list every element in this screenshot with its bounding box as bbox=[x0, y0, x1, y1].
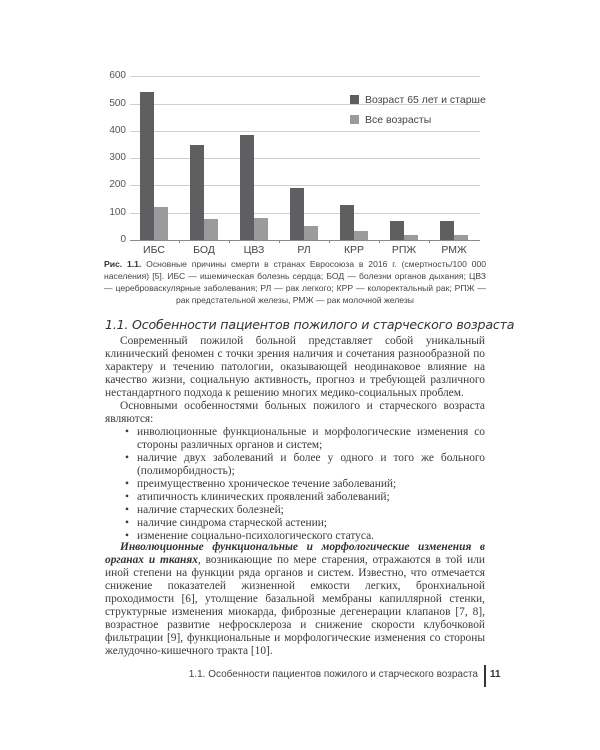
bar-age-65-plus bbox=[140, 92, 154, 240]
list-item bbox=[105, 504, 485, 517]
list-item-text: преимущественно хроническое течение заболеваний; bbox=[137, 478, 397, 490]
y-tick-label: 600 bbox=[109, 70, 126, 82]
paragraph-text: , возникающие по мере старения, отражаются в той или иной степени на функции ряда органов и систем. Известно, что отмечается снижение показателей жизненной емкости легких, бронхиальной проходимости [6], утолщение базальной мембраны капиллярной стенки, структурные изменения миокарда, фиброзные дегенерации клапанов [7, 8], возрастное развитие нефросклероза и снижение скорости клубочковой фильтрации [9], функциональные и морфологические изменения со стороны желудочно-кишечного тракта [10]. bbox=[105, 554, 485, 657]
bar-all-ages bbox=[204, 219, 218, 240]
list-item-text: наличие двух заболеваний и более у одного и того же больного (полиморбидность); bbox=[137, 452, 485, 477]
legend-item-all-ages bbox=[350, 114, 431, 126]
bar-age-65-plus bbox=[340, 205, 354, 240]
bar-all-ages bbox=[254, 218, 268, 240]
x-tick bbox=[279, 240, 280, 243]
y-tick-label: 100 bbox=[109, 206, 126, 218]
bullet-icon: • bbox=[125, 504, 129, 516]
legend-swatch-dark bbox=[350, 95, 359, 104]
y-tick-label: 0 bbox=[120, 234, 126, 245]
bullet-icon: • bbox=[125, 452, 129, 464]
section-heading: 1.1. Особенности пациентов пожилого и старческого возраста bbox=[105, 317, 515, 332]
list-item-text: инволюционные функциональные и морфологические изменения со стороны различных органов и систем; bbox=[137, 426, 485, 451]
x-tick-label: ЦВЗ bbox=[243, 244, 265, 256]
page-number: 11 bbox=[490, 669, 501, 680]
y-tick-label: 400 bbox=[109, 124, 126, 136]
x-tick bbox=[229, 240, 230, 243]
x-tick bbox=[379, 240, 380, 243]
bullet-icon: • bbox=[125, 530, 129, 542]
bar-all-ages bbox=[154, 207, 168, 240]
features-list bbox=[105, 426, 485, 543]
emphasis-term: Инволюционные функциональные и морфологические изменения в органах и тканях bbox=[105, 541, 485, 566]
bar-age-65-plus bbox=[440, 221, 454, 240]
y-tick-label: 300 bbox=[109, 152, 126, 164]
bar-age-65-plus bbox=[290, 188, 304, 240]
list-item-text: наличие старческих болезней; bbox=[137, 504, 284, 516]
gridline bbox=[130, 76, 480, 77]
bullet-icon: • bbox=[125, 426, 129, 438]
bullet-icon: • bbox=[125, 517, 129, 529]
x-tick-label: РПЖ bbox=[391, 244, 417, 256]
list-item bbox=[105, 426, 485, 452]
caption-text: Основные причины смерти в странах Евросоюза в 2016 г. (смертность/100 000 населения) [5]. ИБС — ишемическая болезнь сердца; БОД — болезни органов дыхания; ЦВЗ — цереброваскулярные заболевания; РЛ — рак легкого; КРР — колоректальный рак; РПЖ — рак предстательной железы, РМЖ — рак молочной железы bbox=[104, 259, 486, 305]
x-tick-label: БОД bbox=[193, 244, 215, 256]
list-item bbox=[105, 478, 485, 491]
list-item bbox=[105, 452, 485, 478]
x-tick-label: КРР bbox=[343, 244, 365, 256]
x-axis-line bbox=[130, 240, 480, 241]
list-item bbox=[105, 491, 485, 504]
list-item-text: изменение социально-психологического статуса. bbox=[137, 530, 374, 542]
list-item-text: наличие синдрома старческой астении; bbox=[137, 517, 327, 529]
bar-all-ages bbox=[304, 226, 318, 240]
paragraph-intro: Современный пожилой больной представляет собой уникальный клинический феномен с точки зрения наличия и сочетания разнообразной по характеру и течению патологии, оказывающей неодинаковое влияние на качество жизни, социальную активность, прогноз и требующей различного нестандартного подхода к решению многих медико-социальных проблем. bbox=[105, 335, 485, 399]
figure-label: Рис. 1.1. bbox=[104, 259, 142, 269]
gridline bbox=[130, 158, 480, 159]
x-tick bbox=[329, 240, 330, 243]
bar-all-ages bbox=[454, 235, 468, 240]
list-item bbox=[105, 517, 485, 530]
bar-age-65-plus bbox=[190, 145, 204, 240]
x-tick bbox=[179, 240, 180, 243]
x-tick bbox=[429, 240, 430, 243]
bar-age-65-plus bbox=[240, 135, 254, 240]
list-item-text: атипичность клинических проявлений заболеваний; bbox=[137, 491, 390, 503]
footer-divider bbox=[484, 665, 486, 687]
running-title: 1.1. Особенности пациентов пожилого и старческого возраста bbox=[188, 669, 478, 680]
gridline bbox=[130, 213, 480, 214]
bar-chart bbox=[100, 68, 490, 258]
bullet-icon: • bbox=[125, 478, 129, 490]
legend-swatch-light bbox=[350, 115, 359, 124]
bullet-icon: • bbox=[125, 491, 129, 503]
x-tick-label: РЛ bbox=[297, 244, 311, 256]
legend-item-65-plus bbox=[350, 94, 486, 106]
figure-caption bbox=[104, 258, 486, 306]
x-tick-label: ИБС bbox=[143, 244, 165, 256]
paragraph-features-lead: Основными особенностями больных пожилого и старческого возраста являются: bbox=[105, 400, 485, 425]
bar-age-65-plus bbox=[390, 221, 404, 240]
y-tick-label: 200 bbox=[109, 179, 126, 191]
x-tick-label: РМЖ bbox=[441, 244, 467, 256]
gridline bbox=[130, 131, 480, 132]
gridline bbox=[130, 185, 480, 186]
y-tick-label: 500 bbox=[109, 97, 126, 109]
bar-all-ages bbox=[354, 231, 368, 240]
paragraph-involution bbox=[105, 541, 485, 658]
bar-all-ages bbox=[404, 235, 418, 240]
legend-label: Все возрасты bbox=[365, 114, 432, 126]
legend-label: Возраст 65 лет и старше bbox=[365, 94, 486, 106]
